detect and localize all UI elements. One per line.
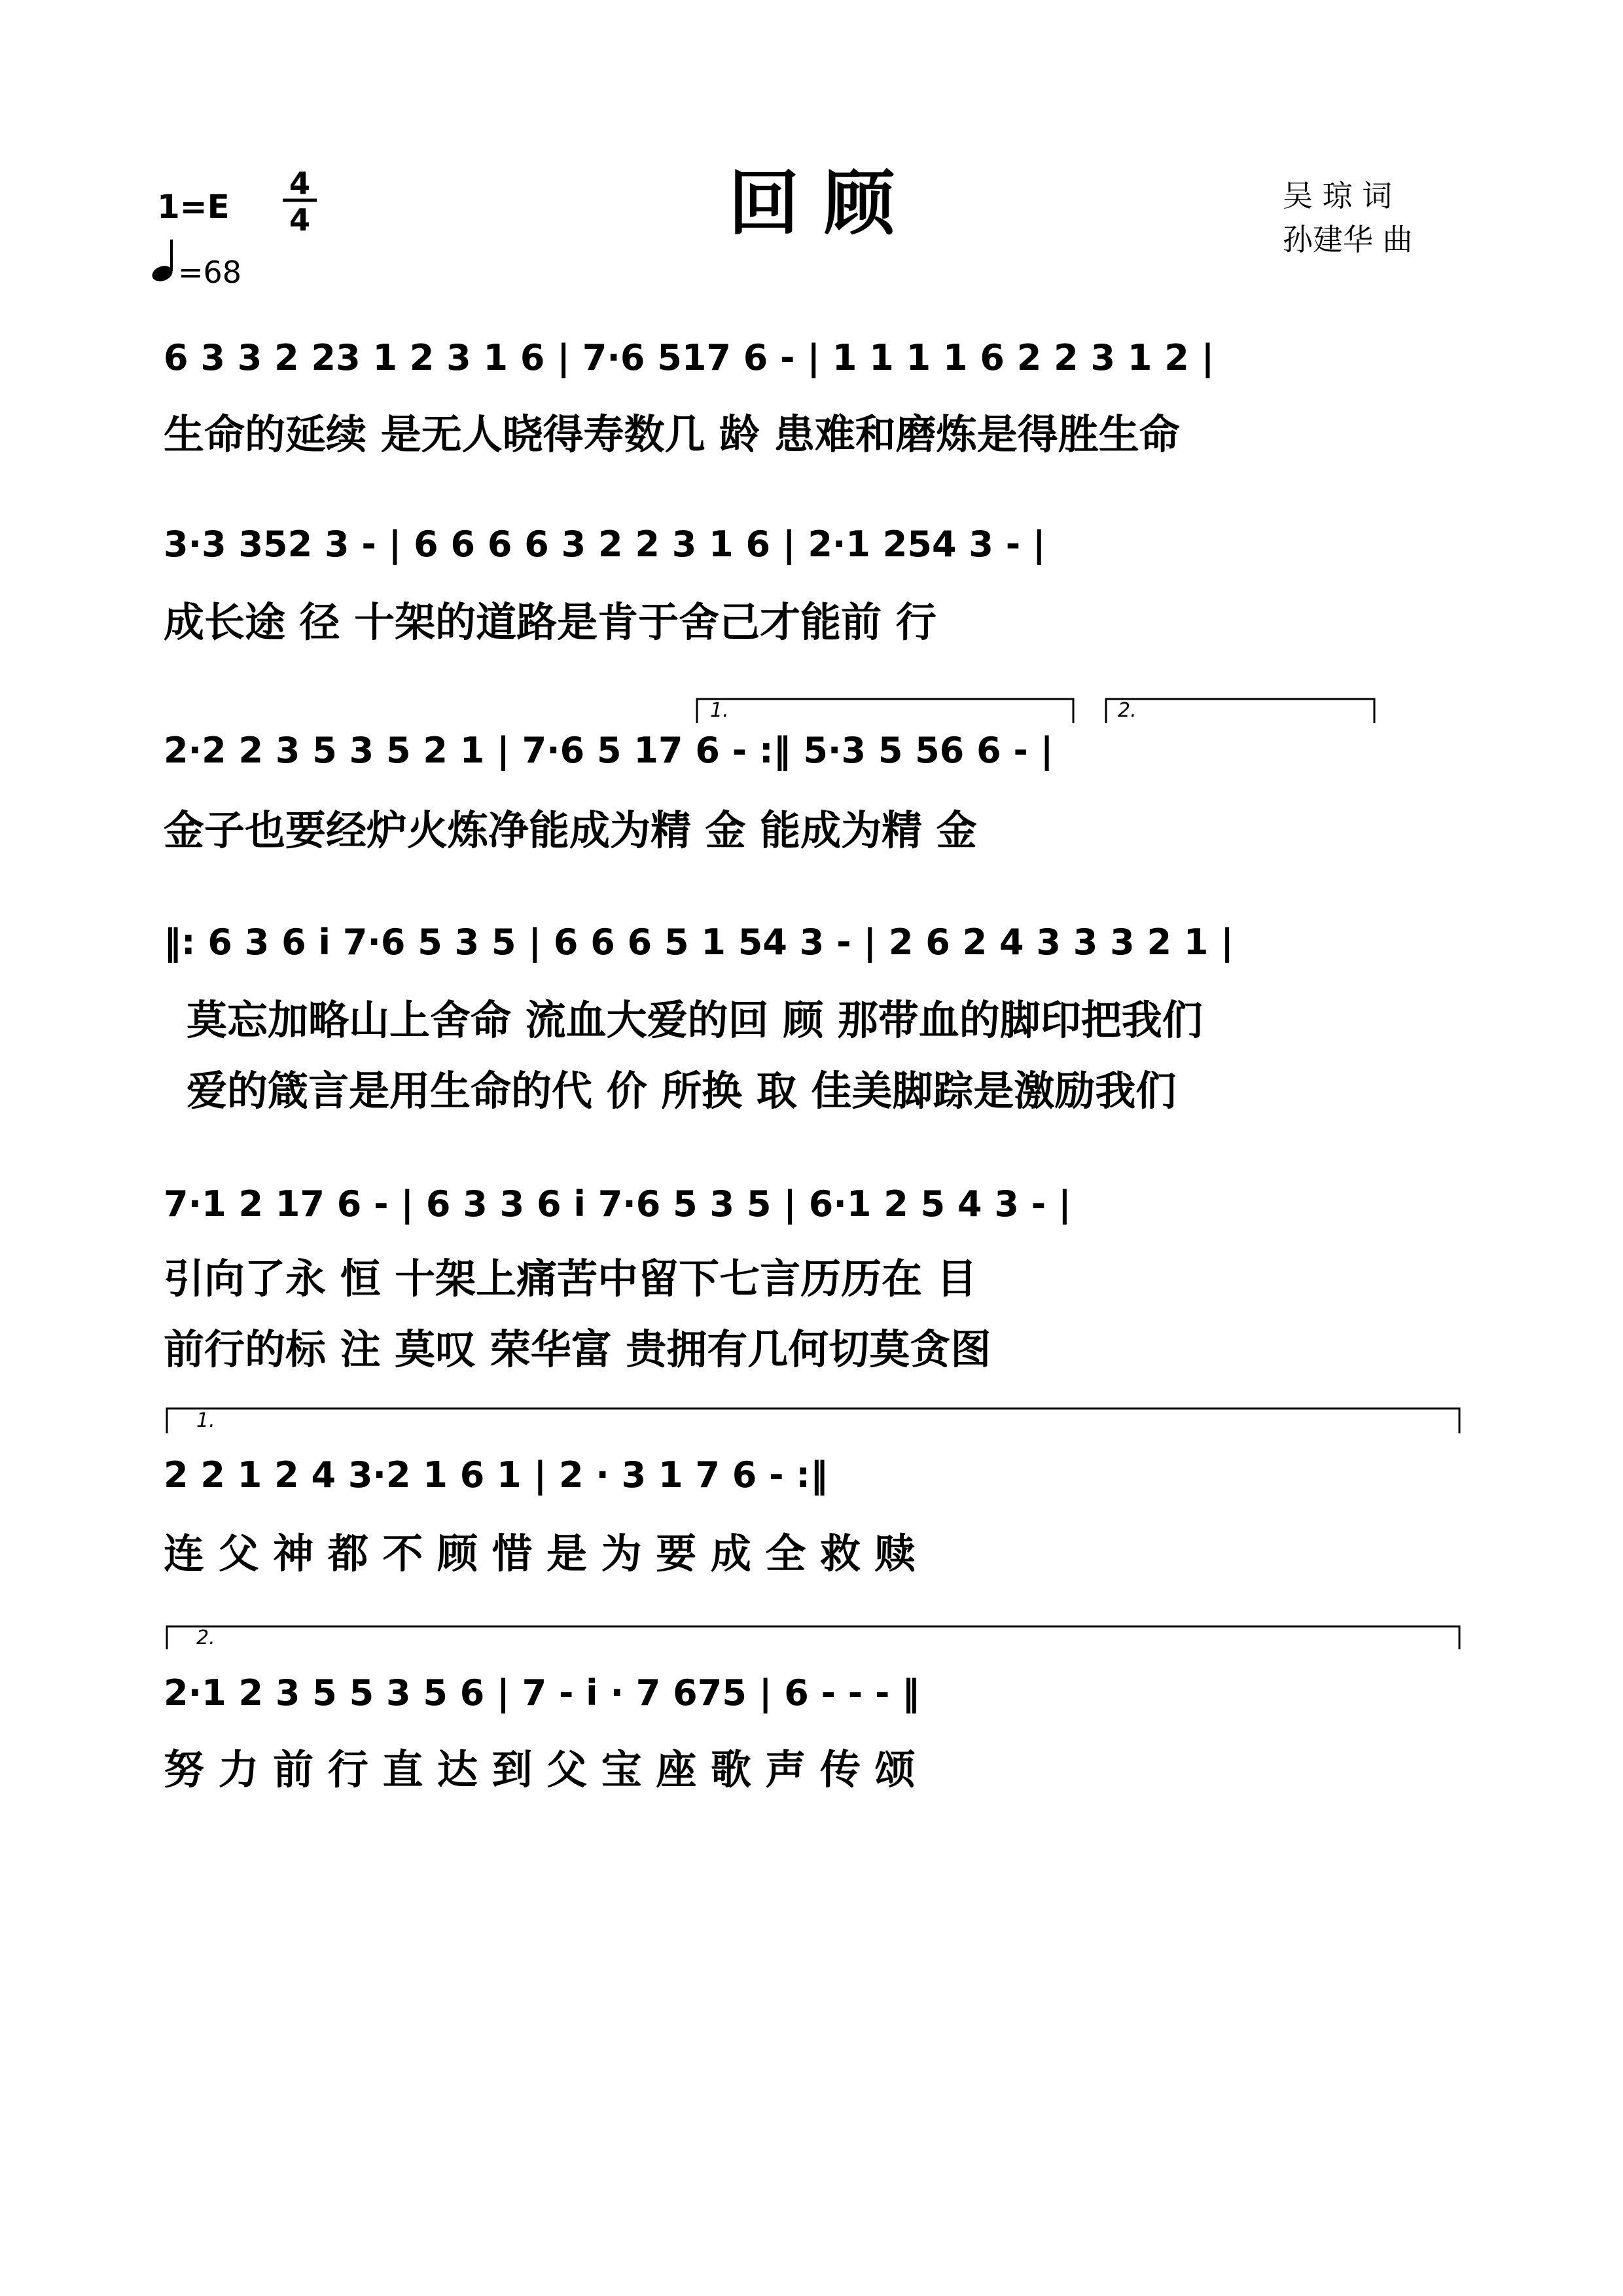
second-ending-label-2: 2. [196,1626,215,1649]
lyrics-5-verse-2: 前行的标 注 莫叹 荣华富 贵拥有几何切莫贪图 [164,1325,991,1373]
lyrics-7: 努 力 前 行 直 达 到 父 宝 座 歌 声 传 颂 [164,1746,916,1793]
lyrics-1: 生命的延续 是无人晓得寿数几 龄 患难和磨炼是得胜生命 [164,410,1180,458]
notation-line-1: 6 3 3 2 23 1 2 3 1 6 | 7·6 517 6 - | 1 1 1 1 6 2 2 3 1 2 | [164,337,1215,378]
lyrics-4-verse-2: 爱的箴言是用生命的代 价 所换 取 佳美脚踪是激励我们 [187,1067,1177,1115]
first-ending-label-2: 1. [196,1409,215,1432]
second-ending-label: 2. [1118,699,1137,722]
tempo-mark: =68 [178,255,242,290]
second-ending-bracket [1106,699,1374,723]
notation-line-4: ‖: 6 3 6 i 7·6 5 3 5 | 6 6 6 5 1 54 3 - | 2 6 2 4 3 3 3 2 1 | [164,922,1234,963]
first-ending-bracket-2 [167,1408,1459,1433]
lyrics-6: 连 父 神 都 不 顾 惜 是 为 要 成 全 救 赎 [164,1530,916,1577]
notation-line-7: 2·1 2 3 5 5 3 5 6 | 7 - i · 7 675 | 6 - - - ‖ [164,1672,920,1713]
lyricist-credit: 吴 琼 词 [1283,178,1393,213]
first-ending-bracket [697,699,1073,723]
second-ending-bracket-2 [167,1626,1459,1649]
notation-line-2: 3·3 352 3 - | 6 6 6 6 3 2 2 3 1 6 | 2·1 254 3 - | [164,524,1046,565]
notation-line-3: 2·2 2 3 5 3 5 2 1 | 7·6 5 17 6 - :‖ 5·3 5 56 6 - | [164,730,1054,771]
notation-line-5: 7·1 2 17 6 - | 6 3 3 6 i 7·6 5 3 5 | 6·1 2 5 4 3 - | [164,1183,1071,1225]
page-title: 回 顾 [728,162,895,245]
lyrics-2: 成长途 径 十架的道路是肯于舍己才能前 行 [164,598,936,646]
composer-credit: 孙建华 曲 [1283,222,1413,257]
key-signature: 1=E [157,188,230,226]
time-signature-bottom: 4 [289,202,311,238]
time-signature-top: 4 [289,166,311,201]
notation-line-6: 2 2 1 2 4 3·2 1 6 1 | 2 · 3 1 7 6 - :‖ [164,1454,828,1496]
lyrics-4-verse-1: 莫忘加略山上舍命 流血大爱的回 顾 那带血的脚印把我们 [187,996,1203,1044]
lyrics-5-verse-1: 引向了永 恒 十架上痛苦中留下七言历历在 目 [164,1255,977,1302]
first-ending-label: 1. [710,699,729,722]
lyrics-3: 金子也要经炉火炼净能成为精 金 能成为精 金 [164,806,977,854]
